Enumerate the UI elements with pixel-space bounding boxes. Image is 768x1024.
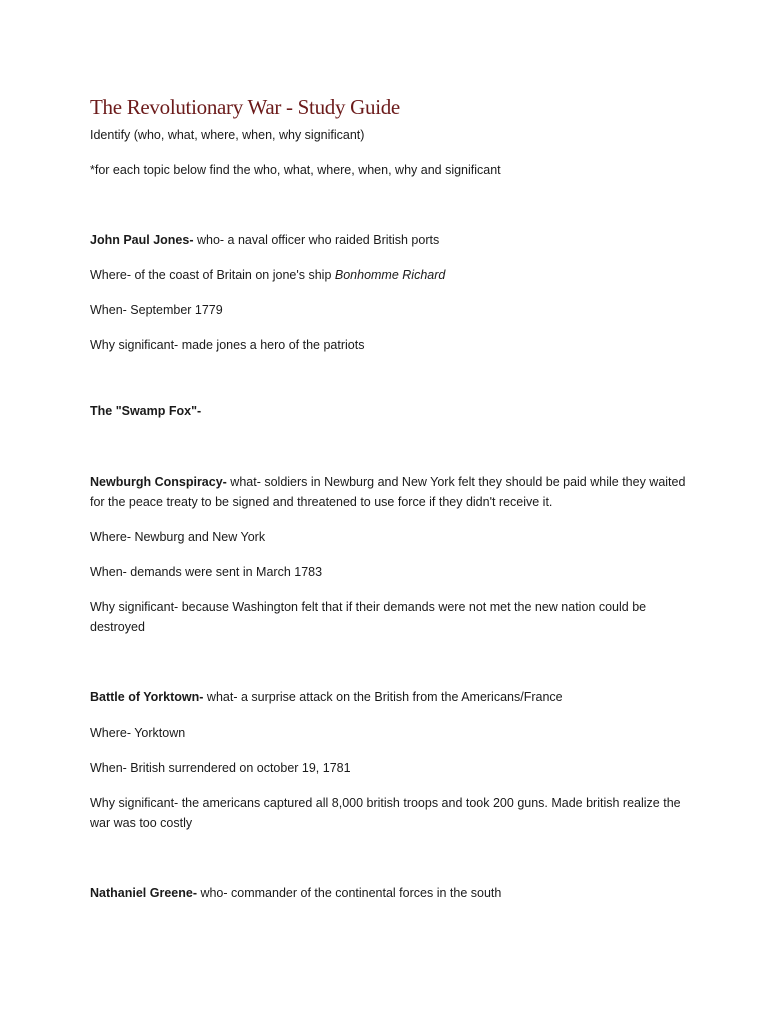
yorktown-when: When- British surrendered on october 19, 1781 <box>90 761 351 775</box>
jpj-where-text: Where- of the coast of Britain on jone's ship <box>90 268 335 282</box>
newburgh-what <box>90 472 690 512</box>
yorktown-what <box>90 687 690 707</box>
newburgh-when: When- demands were sent in March 1783 <box>90 565 323 579</box>
yorktown-why: Why significant- the americans captured all 8,000 british troops and took 200 guns. Made british realize the war was too costly <box>90 796 681 830</box>
jpj-why: Why significant- made jones a hero of the patriots <box>90 338 365 352</box>
jpj-who-text: who- a naval officer who raided British ports <box>193 233 440 247</box>
subtitle: Identify (who, what, where, when, why significant) <box>90 128 365 142</box>
document-page <box>90 93 690 903</box>
greene-name: Nathaniel Greene- <box>90 886 197 900</box>
jpj-when: When- September 1779 <box>90 303 223 317</box>
yorktown-where: Where- Yorktown <box>90 726 186 740</box>
yorktown-name: Battle of Yorktown- <box>90 690 204 704</box>
newburgh-why: Why significant- because Washington felt that if their demands were not met the new nation could be destroyed <box>90 600 647 634</box>
jpj-name: John Paul Jones- <box>90 233 194 247</box>
greene-who <box>90 883 690 903</box>
newburgh-name: Newburgh Conspiracy- <box>90 475 227 489</box>
jpj-ship: Bonhomme Richard <box>334 268 446 282</box>
instruction: *for each topic below find the who, what, where, when, why and significant <box>90 163 501 177</box>
jpj-where <box>90 265 690 285</box>
page-title: The Revolutionary War - Study Guide <box>90 95 400 119</box>
yorktown-what-text: what- a surprise attack on the British from the Americans/France <box>203 690 563 704</box>
greene-who-text: who- commander of the continental forces in the south <box>196 886 502 900</box>
newburgh-what-text: what- soldiers in Newburg and New York felt they should be paid while they waited for the peace treaty to be signed and threatened to use force if they didn't receive it. <box>90 475 686 509</box>
newburgh-where: Where- Newburg and New York <box>90 530 266 544</box>
jpj-who <box>90 230 690 250</box>
swamp-fox-heading: The "Swamp Fox"- <box>90 404 202 418</box>
